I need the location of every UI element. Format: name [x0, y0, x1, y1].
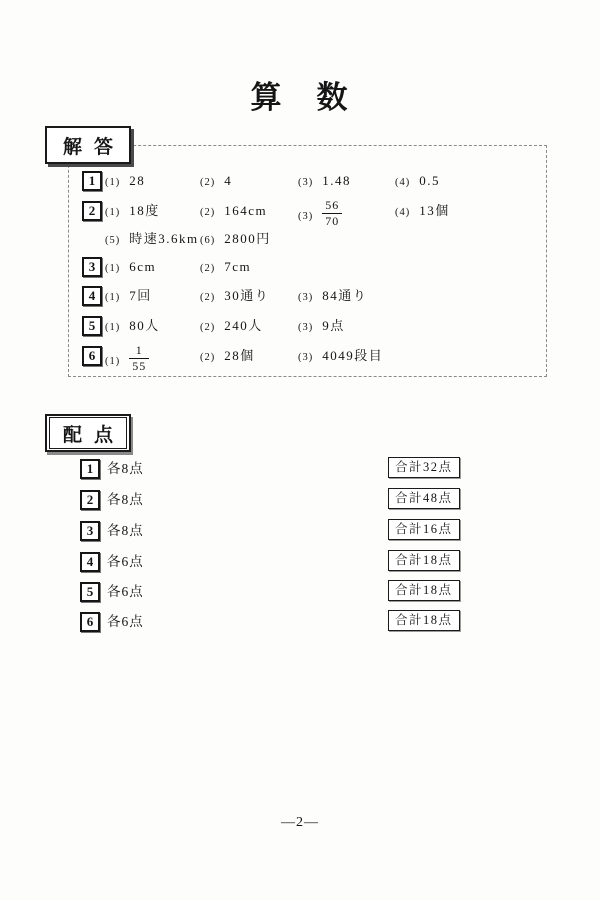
- answer-item-no: (3): [298, 211, 314, 223]
- answer-item: [105, 171, 145, 193]
- answer-item: [298, 286, 367, 308]
- answer-item: [105, 257, 156, 279]
- points-row-6: [0, 612, 600, 634]
- answer-item-value: 28: [129, 173, 146, 188]
- question-number-box: 4: [80, 552, 100, 572]
- points-total-box: 合計16点: [388, 519, 460, 540]
- answer-item: [395, 201, 450, 223]
- answer-item-no: (1): [105, 356, 121, 368]
- answer-item-no: (4): [395, 207, 411, 218]
- points-total-box: 合計48点: [388, 488, 460, 509]
- page-title: 算 数: [250, 80, 350, 115]
- answer-item-value: 13個: [419, 203, 450, 218]
- question-number-box: 3: [80, 521, 100, 541]
- answer-row-2: [0, 198, 600, 228]
- question-number-box: 1: [82, 171, 102, 191]
- points-per-question: 各8点: [107, 461, 144, 476]
- points-row-5: [0, 582, 600, 604]
- answer-item-no: (2): [200, 207, 216, 218]
- answer-row-5: [0, 316, 600, 338]
- answer-item-value: 84通り: [322, 288, 368, 303]
- points-per-question: 各6点: [107, 614, 144, 629]
- answer-item-no: (1): [105, 177, 121, 188]
- answer-item: [200, 201, 267, 223]
- answer-item-value: 7回: [129, 288, 152, 303]
- answer-item: [395, 171, 440, 193]
- question-number-box: 6: [82, 346, 102, 366]
- points-per-question: 各6点: [107, 554, 144, 569]
- question-number-box: 6: [80, 612, 100, 632]
- fraction-numerator: 56: [325, 198, 340, 212]
- answer-item-value: 240人: [224, 318, 263, 333]
- answer-row-3: [0, 257, 600, 279]
- answer-item-value: 2800円: [224, 231, 271, 246]
- answer-item-value: 4: [224, 173, 233, 188]
- answer-item-value: 7cm: [224, 259, 252, 274]
- answer-item-value: 80人: [129, 318, 160, 333]
- answer-item: [105, 316, 160, 338]
- points-row-2: [0, 490, 600, 512]
- answer-item: [105, 343, 149, 376]
- answer-item-value: 28個: [224, 348, 255, 363]
- points-row-3: [0, 521, 600, 543]
- points-total-box: 合計18点: [388, 610, 460, 631]
- points-total-box: 合計18点: [388, 550, 460, 571]
- answer-item-value: 6cm: [129, 259, 157, 274]
- answer-item: [200, 316, 263, 338]
- points-section-label-box: [45, 414, 131, 452]
- answer-item: [200, 286, 269, 308]
- fraction-numerator: 1: [135, 343, 143, 357]
- answer-item-no: (2): [200, 292, 216, 303]
- answer-item-no: (3): [298, 322, 314, 333]
- answer-row-4: [0, 286, 600, 308]
- answer-item-value: 0.5: [419, 173, 440, 188]
- answer-item-no: (6): [200, 235, 216, 246]
- answer-item-no: (4): [395, 177, 411, 188]
- question-number-box: 2: [82, 201, 102, 221]
- answer-item-no: (1): [105, 207, 121, 218]
- answer-item-value: 164cm: [224, 203, 268, 218]
- answer-item-no: (1): [105, 322, 121, 333]
- answer-item: [200, 257, 251, 279]
- answer-item-no: (1): [105, 292, 121, 303]
- question-number-box: 4: [82, 286, 102, 306]
- answer-item-no: (1): [105, 263, 121, 274]
- fraction-denominator: 55: [129, 358, 149, 374]
- points-total-box: 合計32点: [388, 457, 460, 478]
- answer-item: [105, 286, 152, 308]
- page-number: ―2―: [281, 815, 319, 830]
- fraction-value: [129, 344, 149, 374]
- question-number-box: 3: [82, 257, 102, 277]
- fraction-denominator: 70: [322, 213, 342, 229]
- answer-item: [105, 229, 199, 251]
- answer-item: [105, 201, 160, 223]
- answer-item-value: 1.48: [322, 173, 351, 188]
- answer-item: [200, 229, 271, 251]
- points-row-1: [0, 459, 600, 481]
- answer-item: [298, 346, 383, 368]
- answer-item: [200, 171, 232, 193]
- answer-item-value: 9点: [322, 318, 345, 333]
- answer-item: [298, 198, 342, 231]
- points-row-4: [0, 552, 600, 574]
- answer-item-no: (3): [298, 177, 314, 188]
- answers-section-label-box: [45, 126, 131, 164]
- answer-row-6: [0, 343, 600, 373]
- answer-item-no: (5): [105, 235, 121, 246]
- answer-item-no: (3): [298, 292, 314, 303]
- answer-item-value: 4049段目: [322, 348, 384, 363]
- answer-item-value: 30通り: [224, 288, 270, 303]
- question-number-box: 5: [80, 582, 100, 602]
- answer-item-value: 時速3.6km: [129, 231, 199, 246]
- question-number-box: 2: [80, 490, 100, 510]
- points-total-box: 合計18点: [388, 580, 460, 601]
- answer-item: [298, 171, 351, 193]
- points-per-question: 各8点: [107, 492, 144, 507]
- answer-row-2-continued: [0, 229, 600, 251]
- points-per-question: 各6点: [107, 584, 144, 599]
- answer-item-no: (2): [200, 263, 216, 274]
- points-section-label-inner-border: [49, 417, 127, 449]
- fraction-value: [322, 199, 342, 229]
- question-number-box: 5: [82, 316, 102, 336]
- answer-item: [298, 316, 345, 338]
- answer-item: [200, 346, 255, 368]
- points-per-question: 各8点: [107, 523, 144, 538]
- answer-item-no: (2): [200, 322, 216, 333]
- answer-item-no: (2): [200, 352, 216, 363]
- answer-item-no: (2): [200, 177, 216, 188]
- question-number-box: 1: [80, 459, 100, 479]
- points-section-label: 配点: [62, 424, 125, 446]
- answer-row-1: [0, 171, 600, 193]
- answer-item-value: 18度: [129, 203, 160, 218]
- answer-item-no: (3): [298, 352, 314, 363]
- answers-section-label: 解答: [62, 136, 125, 158]
